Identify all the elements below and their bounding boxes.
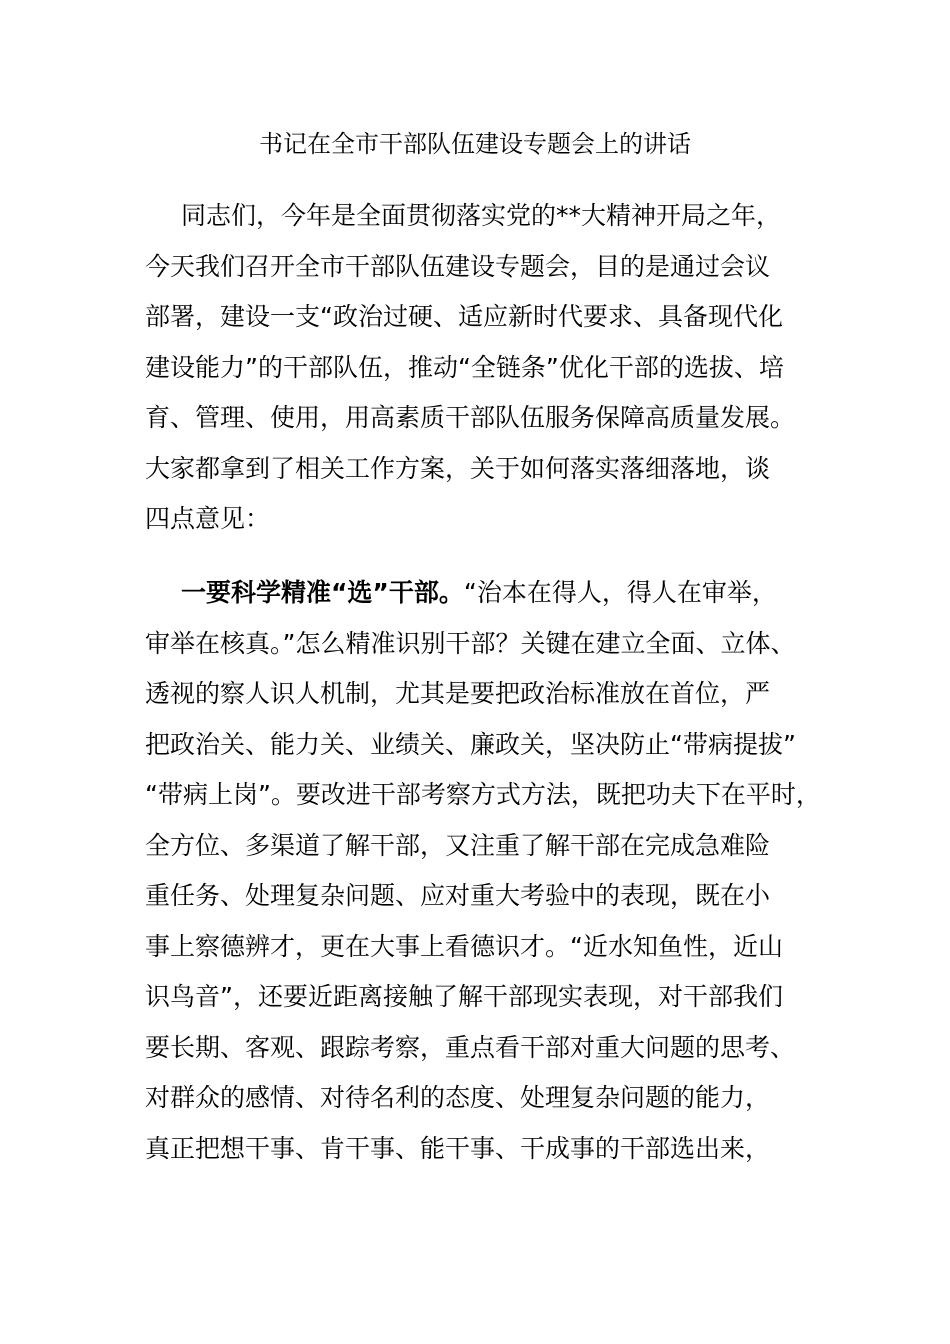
document-title: 书记在全市干部队伍建设专题会上的讲话 xyxy=(259,130,691,158)
paragraph-line: 全方位、多渠道了解干部，又注重了解干部在完成急难险 xyxy=(145,830,771,860)
paragraph-line: 透视的察人识人机制，尤其是要把政治标准放在首位，严 xyxy=(145,679,771,708)
paragraph-line: 育、管理、使用，用高素质干部队伍服务保障高质量发展。 xyxy=(145,403,796,432)
paragraph-line: 审举在核真。”怎么精准识别干部？关键在建立全面、立体、 xyxy=(145,628,796,658)
paragraph-line: “带病上岗”。要改进干部考察方式方法，既把功夫下在平时， xyxy=(145,780,821,809)
paragraph-opening xyxy=(145,191,845,545)
point-heading: 一要科学精准“选”干部。 xyxy=(181,578,464,607)
paragraph-line: 今天我们召开全市干部队伍建设专题会，目的是通过会议 xyxy=(145,251,771,281)
paragraph-line: 重任务、处理复杂问题、应对重大考验中的表现，既在小 xyxy=(145,881,771,910)
paragraph-line: 建设能力”的干部队伍，推动“全链条”优化干部的选拔、培 xyxy=(145,352,784,382)
paragraph-line: 把政治关、能力关、业绩关、廉政关，坚决防止“带病提拔” xyxy=(145,729,796,759)
paragraph-line: 大家都拿到了相关工作方案，关于如何落实落细落地，谈 xyxy=(145,453,771,483)
paragraph-line: 部署，建设一支“政治过硬、适应新时代要求、具备现代化 xyxy=(145,302,783,331)
paragraph-line-first xyxy=(145,568,845,619)
paragraph-line: 四点意见： xyxy=(145,504,271,533)
paragraph-line: 真正把想干事、肯干事、能干事、干成事的干部选出来， xyxy=(145,1133,771,1163)
paragraph-line: 事上察德辨才，更在大事上看德识才。“近水知鱼性，近山 xyxy=(145,931,783,961)
paragraph-line: 要长期、客观、跟踪考察，重点看干部对重大问题的思考、 xyxy=(145,1032,796,1062)
paragraph-line: 同志们，今年是全面贯彻落实党的**大精神开局之年， xyxy=(181,201,782,230)
paragraph-line: 识鸟音”，还要近距离接触了解干部现实表现，对干部我们 xyxy=(145,982,783,1011)
paragraph-point-one xyxy=(145,568,845,1174)
paragraph-line: 对群众的感情、对待名利的态度、处理复杂问题的能力， xyxy=(145,1083,771,1112)
point-heading-rest: “治本在得人，得人在审举， xyxy=(463,578,777,607)
